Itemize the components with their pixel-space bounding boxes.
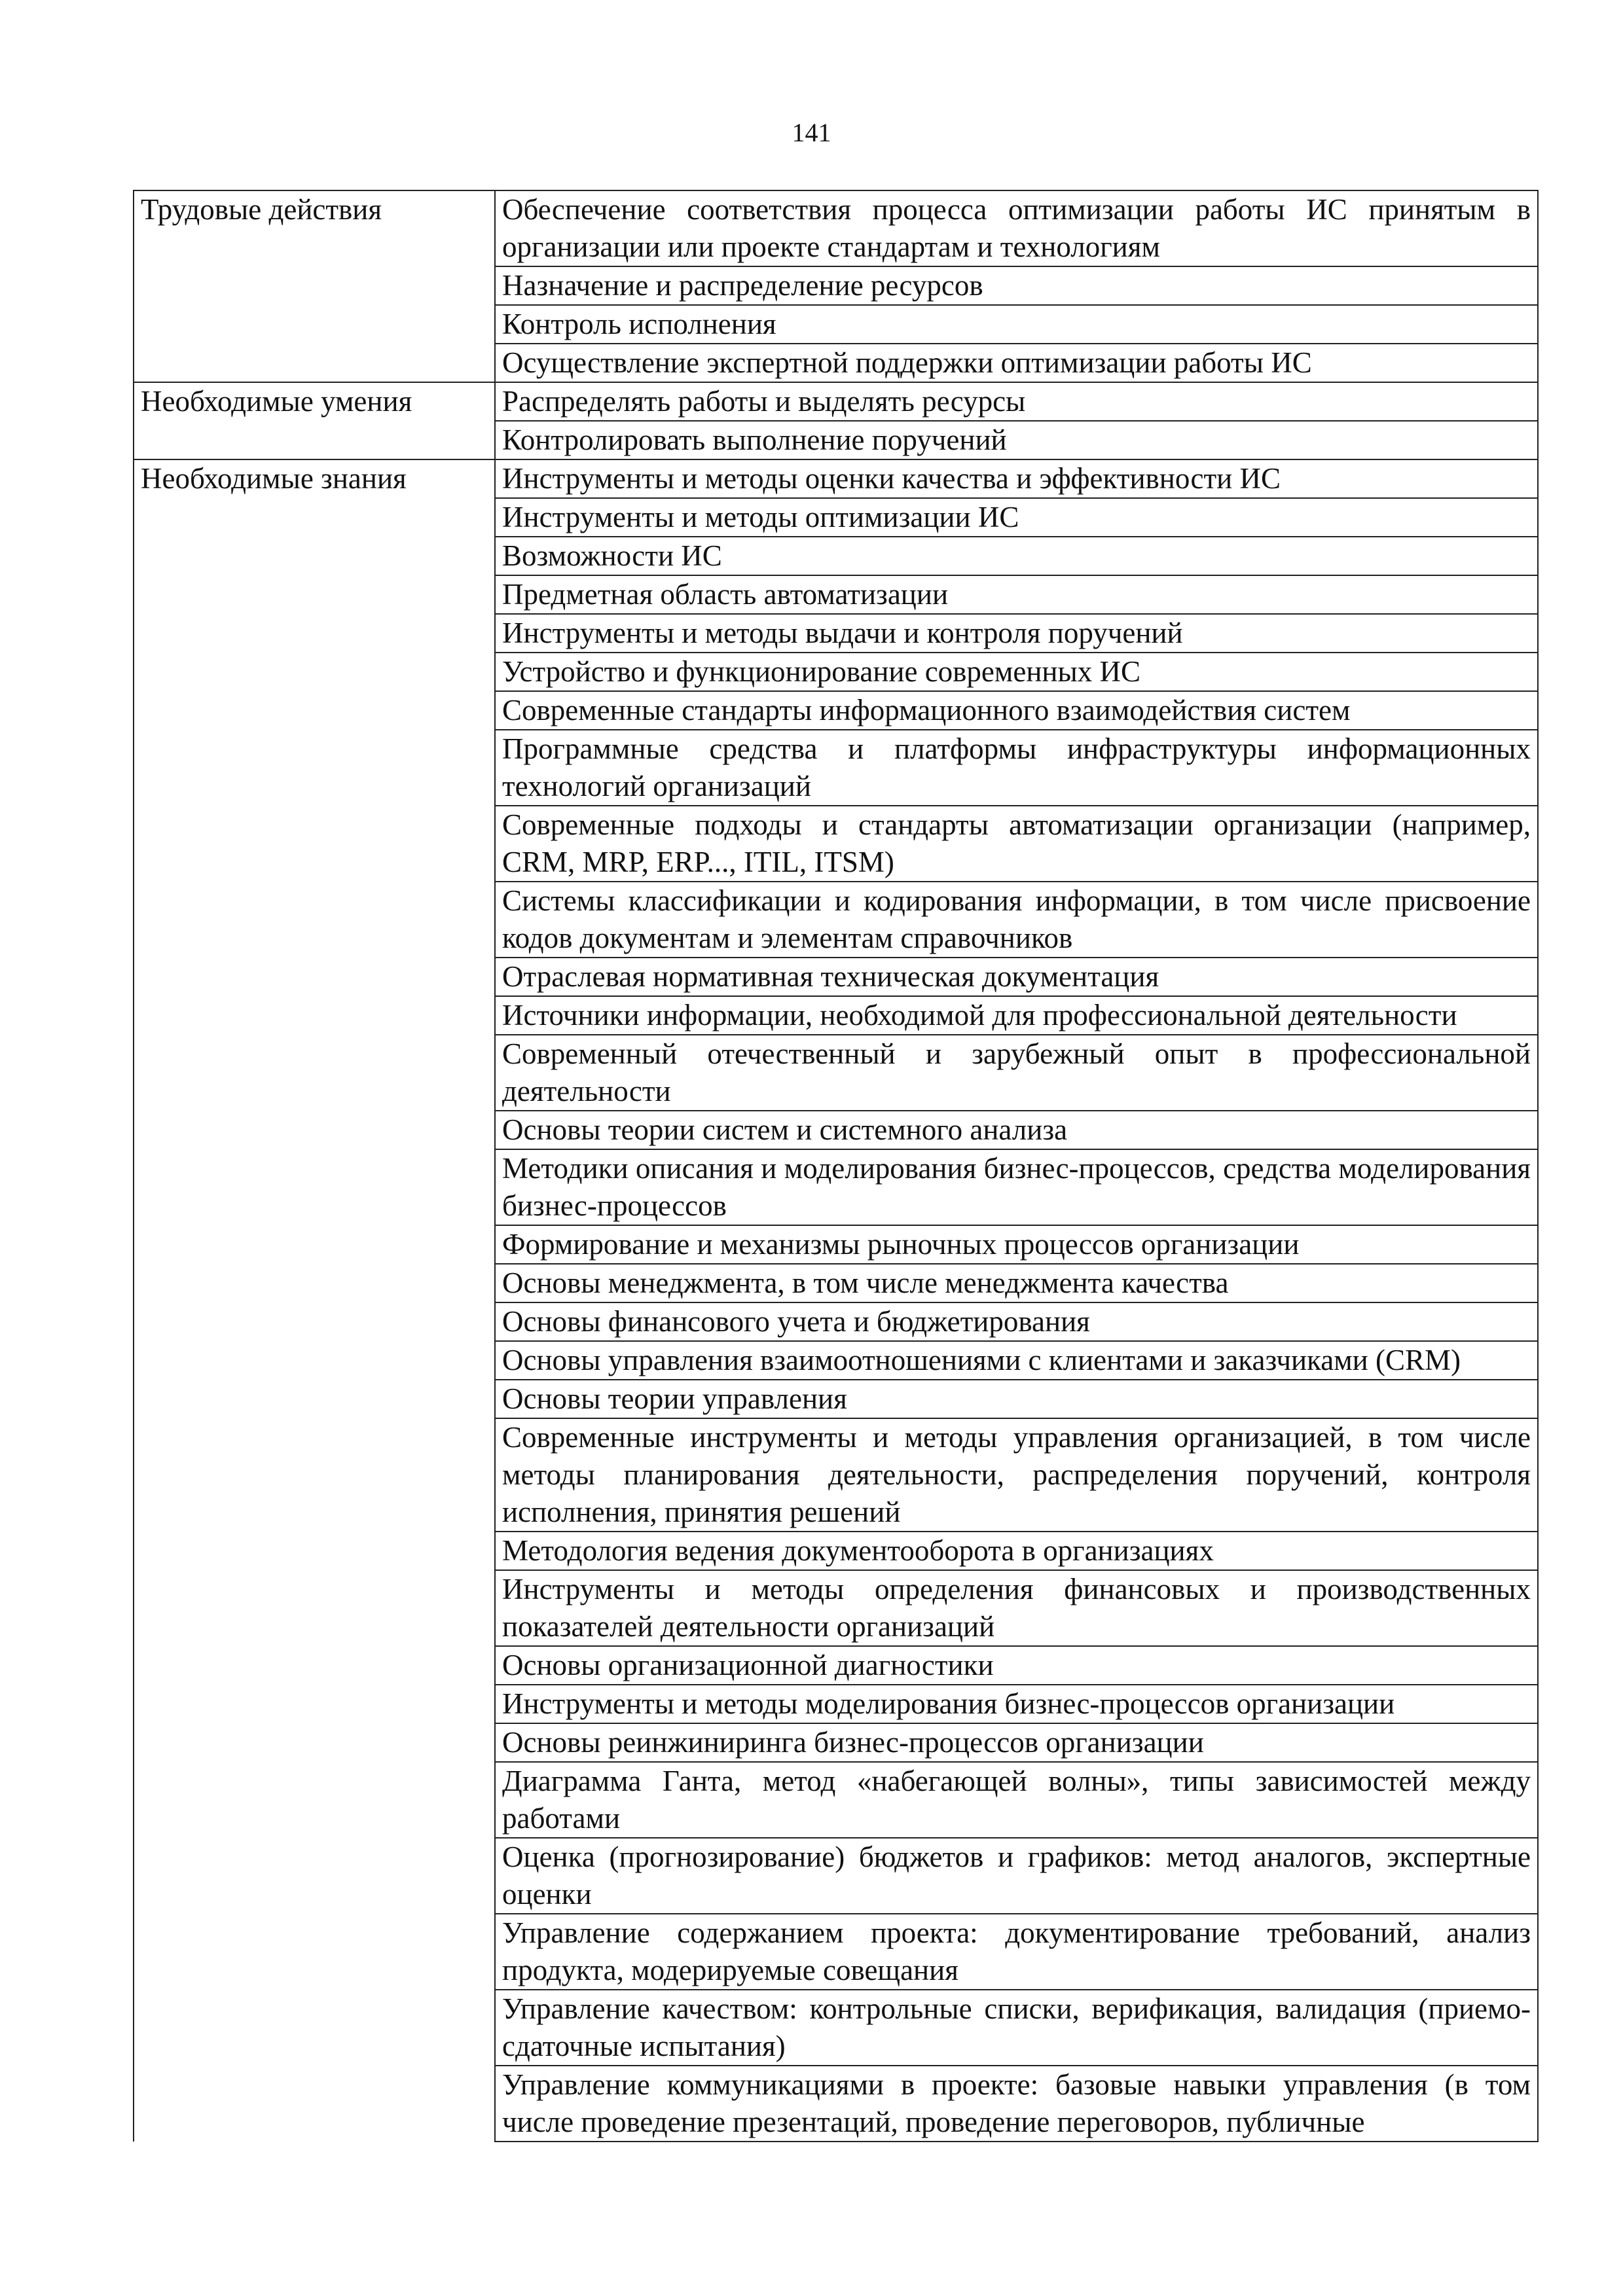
group-item: Методология ведения документооборота в организациях [495, 1532, 1538, 1570]
group-item: Основы теории систем и системного анализа [495, 1111, 1538, 1149]
group-item: Современные стандарты информационного взаимодействия систем [495, 691, 1538, 730]
group-item: Диаграмма Ганта, метод «набегающей волны», типы зависимостей между работами [495, 1762, 1538, 1838]
group-item: Отраслевая нормативная техническая документация [495, 958, 1538, 996]
group-label: Трудовые действия [134, 190, 495, 382]
group-item: Современные подходы и стандарты автоматизации организации (например, CRM, MRP, ERP..., ITIL, ITSM) [495, 806, 1538, 882]
page-number: 141 [792, 118, 831, 147]
group-item: Основы организационной диагностики [495, 1646, 1538, 1685]
group-item: Инструменты и методы оптимизации ИС [495, 498, 1538, 537]
table-row [134, 459, 1538, 498]
group-item: Основы управления взаимоотношениями с клиентами и заказчиками (CRM) [495, 1341, 1538, 1380]
group-item: Управление коммуникациями в проекте: базовые навыки управления (в том числе проведение презентаций, проведение переговоров, публичные [495, 2066, 1538, 2142]
group-item: Методики описания и моделирования бизнес-процессов, средства моделирования бизнес-процессов [495, 1149, 1538, 1225]
group-item: Инструменты и методы моделирования бизнес-процессов организации [495, 1685, 1538, 1723]
group-item: Современный отечественный и зарубежный опыт в профессиональной деятельности [495, 1035, 1538, 1111]
group-item: Основы финансового учета и бюджетирования [495, 1302, 1538, 1341]
group-item: Назначение и распределение ресурсов [495, 266, 1538, 305]
group-label: Необходимые знания [134, 459, 495, 2142]
group-item: Предметная область автоматизации [495, 575, 1538, 614]
group-item: Распределять работы и выделять ресурсы [495, 382, 1538, 421]
group-item: Программные средства и платформы инфраструктуры информационных технологий организаций [495, 730, 1538, 806]
group-item: Инструменты и методы определения финансовых и производственных показателей деятельности организаций [495, 1570, 1538, 1646]
group-item: Контроль исполнения [495, 305, 1538, 344]
group-item: Управление содержанием проекта: документирование требований, анализ продукта, модерируемые совещания [495, 1914, 1538, 1990]
group-item: Инструменты и методы оценки качества и эффективности ИС [495, 459, 1538, 498]
group-item: Формирование и механизмы рыночных процессов организации [495, 1225, 1538, 1264]
group-item: Системы классификации и кодирования информации, в том числе присвоение кодов документам и элементам справочников [495, 882, 1538, 958]
table-row [134, 382, 1538, 421]
table-row [134, 190, 1538, 266]
group-item: Контролировать выполнение поручений [495, 421, 1538, 459]
group-item: Управление качеством: контрольные списки, верификация, валидация (приемо-сдаточные испытания) [495, 1990, 1538, 2066]
table-body [134, 190, 1538, 2142]
group-label: Необходимые умения [134, 382, 495, 459]
group-item: Возможности ИС [495, 537, 1538, 575]
qualification-table [133, 190, 1539, 2142]
group-item: Устройство и функционирование современных ИС [495, 653, 1538, 691]
group-item: Обеспечение соответствия процесса оптимизации работы ИС принятым в организации или проекте стандартам и технологиям [495, 190, 1538, 266]
group-item: Источники информации, необходимой для профессиональной деятельности [495, 996, 1538, 1035]
group-item: Основы теории управления [495, 1380, 1538, 1418]
group-item: Современные инструменты и методы управления организацией, в том числе методы планирования деятельности, распределения поручений, контроля исполнения, принятия решений [495, 1418, 1538, 1532]
group-item: Основы реинжиниринга бизнес-процессов организации [495, 1723, 1538, 1762]
group-item: Инструменты и методы выдачи и контроля поручений [495, 614, 1538, 653]
group-item: Осуществление экспертной поддержки оптимизации работы ИС [495, 344, 1538, 382]
group-item: Основы менеджмента, в том числе менеджмента качества [495, 1264, 1538, 1302]
group-item: Оценка (прогнозирование) бюджетов и графиков: метод аналогов, экспертные оценки [495, 1838, 1538, 1914]
